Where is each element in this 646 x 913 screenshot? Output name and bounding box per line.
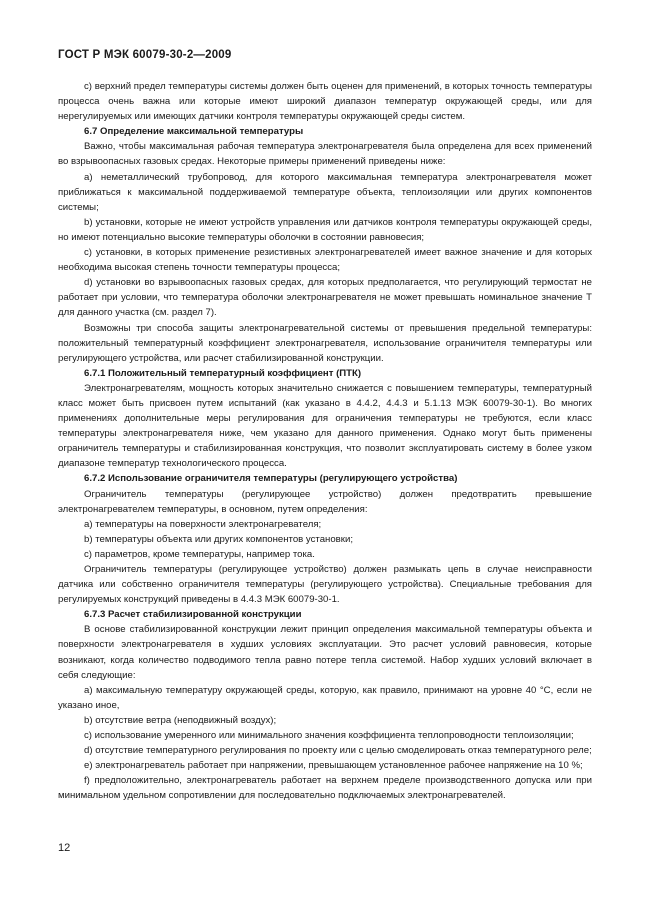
section-heading: 6.7.2 Использование ограничителя температуры (регулирующего устройства) (84, 473, 458, 485)
list-item: е) электронагреватель работает при напряжении, превышающем установленное рабочее напряжение на 10 %; (84, 760, 583, 772)
section-heading: 6.7.1 Положительный температурный коэффициент (ПТК) (84, 367, 362, 379)
list-item: b) установки, которые не имеют устройств управления или датчиков контроля температуры окружающей среды, но имеют потенциально высокие температуры оболочки в состоянии равновесия; (58, 216, 592, 243)
section-heading: 6.7 Определение максимальной температуры (84, 126, 304, 138)
list-item: с) параметров, кроме температуры, например тока. (84, 548, 315, 560)
list-item: d) установки во взрывоопасных газовых средах, для которых предполагается, что регулирующий термостат не работает при условии, что температура оболочки электронагревателя не может превышать номинальное значение Т для данного участка (см. раздел 7). (58, 277, 592, 319)
paragraph: Электронагревателям, мощность которых значительно снижается с повышением температуры, температурный класс может быть присвоен путем испытаний (как указано в 4.4.2, 4.4.3 и 5.1.13 МЭК 60079-30-1). Во многих применениях дополнительные меры регулирования для ограничения температуры не требуются, если класс температуры электронагревателя ниже, чем указано для данного применения. Однако могут быть применены ограничитель температуры и стабилизированная конструкция, что позволит эксплуатировать систему в более узком диапазоне температур технологического процесса. (58, 382, 592, 470)
document-header: ГОСТ Р МЭК 60079-30-2—2009 (58, 49, 232, 61)
list-item: f) предположительно, электронагреватель работает на верхнем пределе производственного допуска или при минимальном удельном сопротивлении для последовательно подключаемых электронагревателей. (58, 775, 592, 802)
paragraph: с) верхний предел температуры системы должен быть оценен для применений, в которых точность температуры процесса очень важна или которые имеют широкий диапазон температур окружающей среды, или для нерегулируемых или имеющих датчики контроля температуры окружающей среды систем. (58, 81, 592, 123)
list-item: а) неметаллический трубопровод, для которого максимальная температура электронагревателя может приближаться к максимальной поддерживаемой температуре объекта, теплоизоляции или других компонентов системы; (58, 171, 592, 213)
list-item: d) отсутствие температурного регулирования по проекту или с целью смоделировать отказ температурного реле; (84, 745, 592, 757)
page-number: 12 (58, 842, 71, 854)
list-item: а) максимальную температуру окружающей среды, которую, как правило, принимают на уровне 40 °С, если не указано иное, (58, 684, 592, 711)
list-item: с) использование умеренного или минимального значения коэффициента теплопроводности теплоизоляции; (84, 730, 574, 742)
paragraph: Ограничитель температуры (регулирующее устройство) должен предотвратить превышение электронагревателем температуры, в основном, путем определения: (58, 488, 592, 515)
paragraph: В основе стабилизированной конструкции лежит принцип определения максимальной температуры объекта и поверхности электронагревателя в худших условиях эксплуатации. Это расчет условий равновесия, которые возникают, когда количество подводимого тепла равно потере тепла системой. Набор худших условий включает в себя следующие: (58, 624, 592, 681)
list-item: b) температуры объекта или других компонентов установки; (84, 533, 353, 545)
list-item: а) температуры на поверхности электронагревателя; (84, 518, 322, 530)
section-heading: 6.7.3 Расчет стабилизированной конструкции (84, 609, 302, 621)
list-item: b) отсутствие ветра (неподвижный воздух); (84, 714, 277, 726)
paragraph: Ограничитель температуры (регулирующее устройство) должен размыкать цепь в случае неисправности датчика или собственно ограничителя температуры (регулирующего устройства). Специальные требования для регулируемых конструкций приведены в 4.4.3 МЭК 60079-30-1. (58, 564, 592, 606)
paragraph: Важно, чтобы максимальная рабочая температура электронагревателя была определена для всех применений во взрывоопасных газовых средах. Некоторые примеры применений приведены ниже: (58, 141, 592, 168)
paragraph: Возможны три способа защиты электронагревательной системы от превышения предельной температуры: положительный температурный коэффициент электронагревателя, использование ограничителя температуры или регулирующего устройства, или расчет стабилизированной конструкции. (58, 322, 592, 364)
list-item: с) установки, в которых применение резистивных электронагревателей имеет важное значение и для которых необходима высокая степень точности температуры процесса; (58, 247, 592, 274)
page-body (58, 79, 592, 804)
